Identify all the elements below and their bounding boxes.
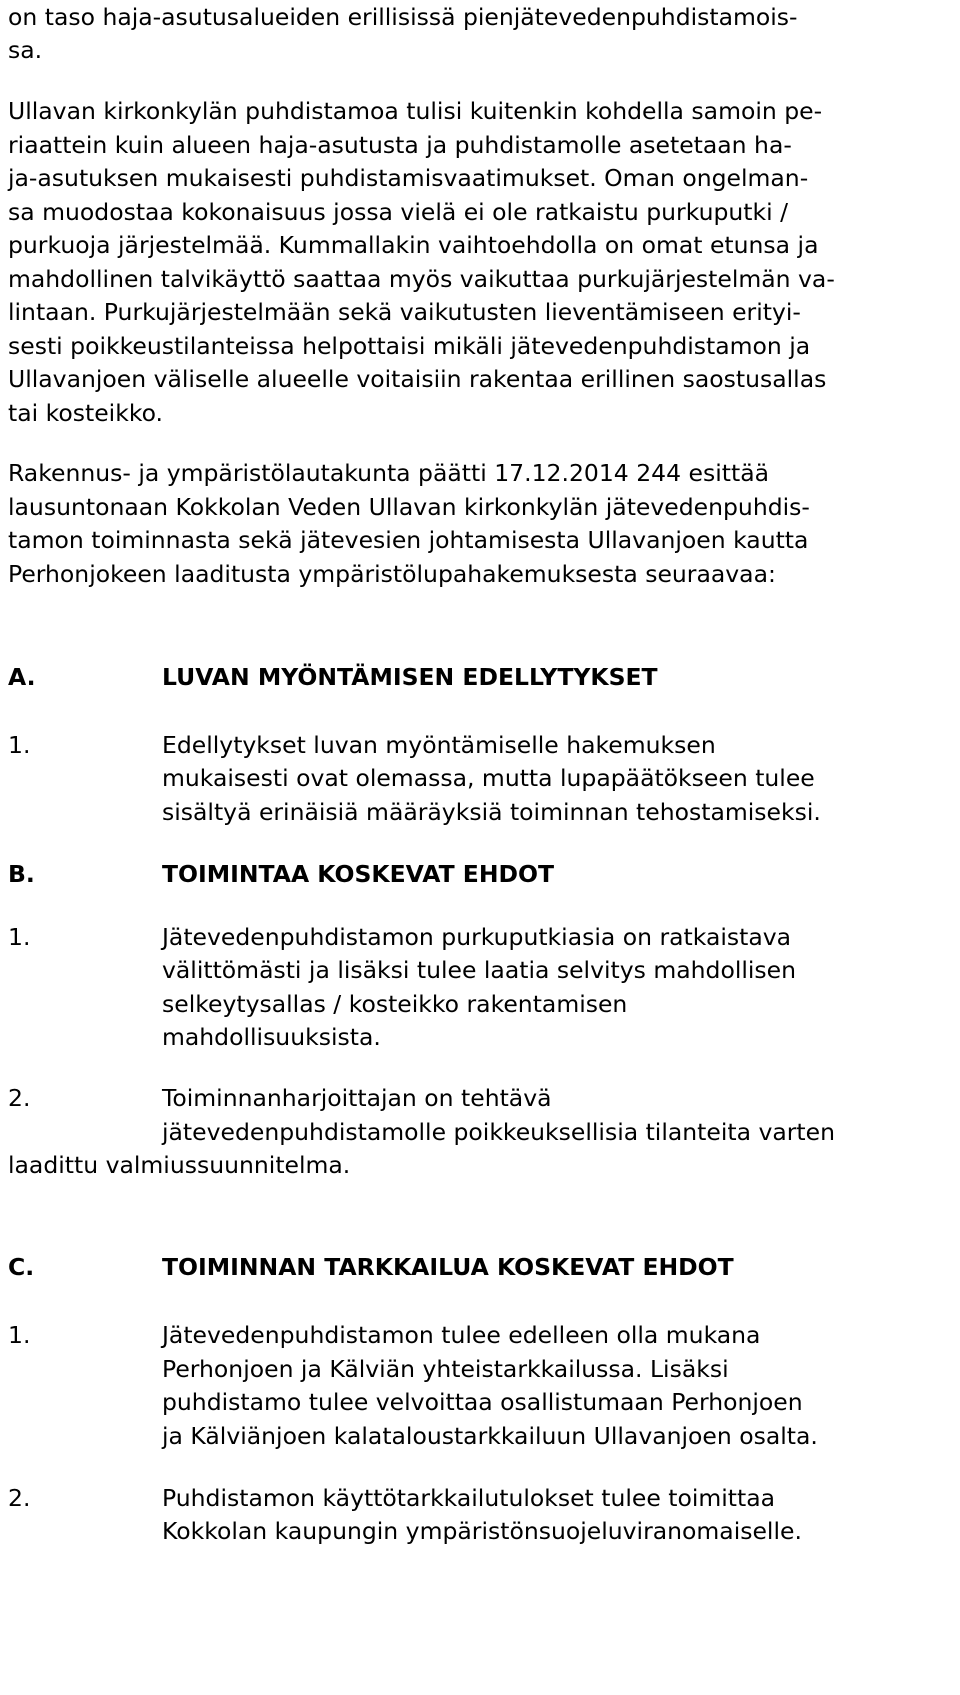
text-line: sesti poikkeustilanteissa helpottaisi mikäli jätevedenpuhdistamon ja (8, 332, 811, 360)
item-text-line: Kokkolan kaupungin ympäristönsuojeluviranomaiselle. (162, 1517, 802, 1545)
item-text-line: välittömästi ja lisäksi tulee laatia selvitys mahdollisen (162, 956, 797, 984)
item-text-line: Edellytykset luvan myöntämiselle hakemuksen (162, 731, 716, 759)
text-line: lintaan. Purkujärjestelmään sekä vaikutusten lieventämiseen erityi- (8, 298, 801, 326)
section-letter: C. (8, 1253, 35, 1281)
section-letter: B. (8, 860, 35, 888)
item-text-line: Puhdistamon käyttötarkkailutulokset tulee toimittaa (162, 1484, 776, 1512)
item-text-line: mahdollisuuksista. (162, 1023, 381, 1051)
item-text-line: puhdistamo tulee velvoittaa osallistumaan Perhonjoen (162, 1388, 803, 1416)
text-line: riaattein kuin alueen haja-asutusta ja puhdistamolle asetetaan ha- (8, 131, 792, 159)
item-text-line: Jätevedenpuhdistamon tulee edelleen olla mukana (162, 1321, 761, 1349)
text-line: Rakennus- ja ympäristölautakunta päätti 17.12.2014 244 esittää (8, 459, 770, 487)
item-number: 1. (8, 731, 31, 759)
item-text-line: Jätevedenpuhdistamon purkuputkiasia on ratkaistava (162, 923, 792, 951)
item-number: 1. (8, 1321, 31, 1349)
item-number: 1. (8, 923, 31, 951)
item-text-line: ja Kälviänjoen kalataloustarkkailuun Ullavanjoen osalta. (162, 1422, 818, 1450)
text-line: Ullavan kirkonkylän puhdistamoa tulisi kuitenkin kohdella samoin pe- (8, 97, 823, 125)
text-line: ja-asutuksen mukaisesti puhdistamisvaatimukset. Oman ongelman- (8, 164, 809, 192)
text-line: purkuoja järjestelmää. Kummallakin vaihtoehdolla on omat etunsa ja (8, 231, 819, 259)
item-text-line: jätevedenpuhdistamolle poikkeuksellisia tilanteita varten (162, 1118, 835, 1146)
text-line: sa. (8, 36, 43, 64)
item-text-line: mukaisesti ovat olemassa, mutta lupapäätökseen tulee (162, 764, 815, 792)
section-title: TOIMINNAN TARKKAILUA KOSKEVAT EHDOT (162, 1253, 734, 1281)
text-line: Ullavanjoen väliselle alueelle voitaisiin rakentaa erillinen saostusallas (8, 365, 827, 393)
text-line: mahdollinen talvikäyttö saattaa myös vaikuttaa purkujärjestelmän va- (8, 265, 835, 293)
text-line: on taso haja-asutusalueiden erillisissä pienjätevedenpuhdistamois- (8, 3, 798, 31)
text-line: tai kosteikko. (8, 399, 164, 427)
section-title: LUVAN MYÖNTÄMISEN EDELLYTYKSET (162, 663, 658, 691)
item-text-line: selkeytysallas / kosteikko rakentamisen (162, 990, 628, 1018)
section-letter: A. (8, 663, 36, 691)
item-number: 2. (8, 1484, 31, 1512)
item-text-line: sisältyä erinäisiä määräyksiä toiminnan tehostamiseksi. (162, 798, 821, 826)
item-text-line: Perhonjoen ja Kälviän yhteistarkkailussa. Lisäksi (162, 1355, 729, 1383)
text-line: lausuntonaan Kokkolan Veden Ullavan kirkonkylän jätevedenpuhdis- (8, 493, 810, 521)
section-title: TOIMINTAA KOSKEVAT EHDOT (162, 860, 555, 888)
item-text-line: Toiminnanharjoittajan on tehtävä (162, 1084, 552, 1112)
text-line: Perhonjokeen laaditusta ympäristölupahakemuksesta seuraavaa: (8, 560, 776, 588)
text-line: tamon toiminnasta sekä jätevesien johtamisesta Ullavanjoen kautta (8, 526, 809, 554)
text-line: sa muodostaa kokonaisuus jossa vielä ei ole ratkaistu purkuputki / (8, 198, 789, 226)
item-number: 2. (8, 1084, 31, 1112)
item-text-line: laadittu valmiussuunnitelma. (8, 1151, 351, 1179)
